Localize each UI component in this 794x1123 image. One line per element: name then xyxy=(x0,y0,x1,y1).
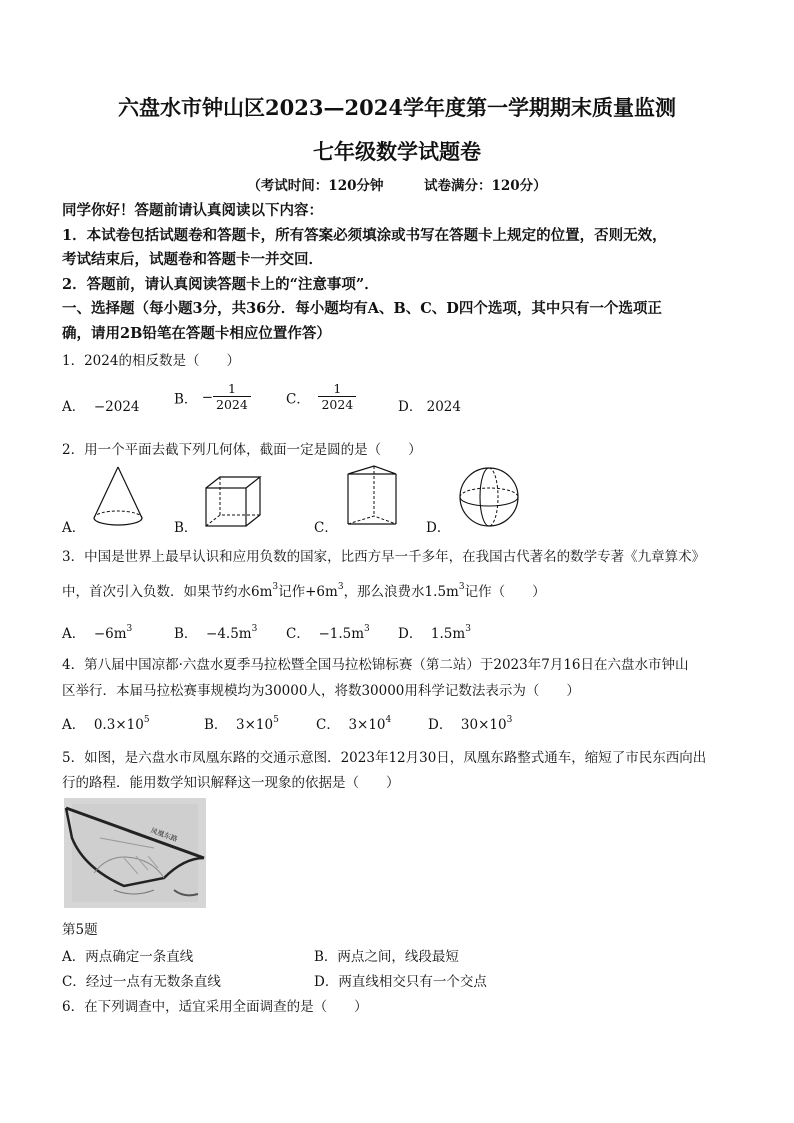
q1-option-d-label: D． xyxy=(398,399,423,415)
q3-text-part-3: ，那么浪费水1.5m xyxy=(343,584,459,600)
q1-option-b-numerator: 1 xyxy=(227,381,236,396)
q3-option-c-label: C． xyxy=(286,626,310,642)
triangular-prism-figure xyxy=(340,462,402,532)
q4-option-d-exp: 3 xyxy=(506,715,513,725)
q1-option-c-numerator: 1 xyxy=(333,381,342,396)
q1-option-c-fraction xyxy=(318,382,356,413)
q1-option-b-denominator: 2024 xyxy=(213,396,251,412)
traffic-map-drawing xyxy=(64,798,206,908)
q1-option-b-label: B． xyxy=(174,391,198,408)
q5-option-a: A．两点确定一条直线 xyxy=(62,949,194,965)
question-2-stem: 2．用一个平面去截下列几何体，截面一定是圆的是（ ） xyxy=(62,442,422,458)
q5-option-c: C．经过一点有无数条直线 xyxy=(62,974,221,990)
q1-option-b-sign: − xyxy=(201,389,214,406)
q5-option-d: D．两直线相交只有一个交点 xyxy=(314,974,487,990)
q5-option-b: B．两点之间，线段最短 xyxy=(314,949,459,965)
q1-option-b xyxy=(174,382,251,413)
exam-subtitle: 七年级数学试题卷 xyxy=(313,139,481,164)
traffic-map-figure xyxy=(64,798,206,908)
map-road-label: 凤凰东路 xyxy=(149,826,179,844)
q3-option-a-sup: 3 xyxy=(126,624,133,634)
q4-option-b-exp: 5 xyxy=(273,715,279,725)
question-4-stem-cont: 区举行．本届马拉松赛事规模均为30000人，将数30000用科学记数法表示为（ ） xyxy=(62,683,580,699)
question-3-stem: 3．中国是世界上最早认识和应用负数的国家，比西方早一千多年，在我国古代著名的数学专著《九章算术》 xyxy=(62,549,706,565)
q3-option-d-value: 1.5m xyxy=(430,626,466,642)
q3-text-part-1: 中，首次引入负数．如果节约水6m xyxy=(62,584,273,600)
q3-sup-3: 3 xyxy=(458,582,465,592)
instructions-item-1-cont: 考试结束后，试题卷和答题卡一并交回． xyxy=(62,251,323,268)
q1-option-c xyxy=(286,382,356,413)
q3-option-a-label: A． xyxy=(62,626,86,642)
q3-option-c-value: −1.5m xyxy=(318,626,365,642)
instructions-greeting: 同学你好！答题前请认真阅读以下内容： xyxy=(62,202,323,219)
q4-option-b xyxy=(204,713,279,733)
q3-option-c-sup: 3 xyxy=(364,624,370,634)
q3-text-part-4: 记作（ ） xyxy=(464,584,546,600)
q1-option-d-value: 2024 xyxy=(426,399,461,415)
section-1-heading-cont: 确，请用2B铅笔在答题卡相应位置作答） xyxy=(62,325,331,342)
q3-option-d xyxy=(398,622,471,642)
q3-option-b-value: −4.5m xyxy=(206,626,252,642)
q3-option-b-label: B． xyxy=(174,626,198,642)
sphere-figure xyxy=(456,464,522,530)
q3-option-d-sup: 3 xyxy=(465,624,471,634)
question-5-stem-cont: 行的路程．能用数学知识解释这一现象的依据是（ ） xyxy=(62,775,400,791)
question-3-stem-cont xyxy=(62,580,546,600)
question-6-stem: 6．在下列调查中，适宜采用全面调查的是（ ） xyxy=(62,999,368,1015)
q4-option-c-base: 3×10 xyxy=(348,717,386,733)
q3-option-a-value: −6m xyxy=(93,626,127,642)
q3-text-part-2: 记作+6m xyxy=(278,584,338,600)
q3-option-b-sup: 3 xyxy=(251,624,258,634)
q3-option-c xyxy=(286,622,370,642)
q3-sup-2: 3 xyxy=(337,582,344,592)
q4-option-a-label: A． xyxy=(62,717,86,733)
q1-option-d xyxy=(398,395,461,415)
question-5-stem: 5．如图，是六盘水市凤凰东路的交通示意图．2023年12月30日，凤凰东路整式通车，缩短了市民东西向出 xyxy=(62,750,707,766)
instructions-item-1: 1．本试卷包括试题卷和答题卡，所有答案必须填涂或书写在答题卡上规定的位置，否则无效， xyxy=(62,227,667,244)
q1-option-a xyxy=(62,395,140,415)
question-4-stem: 4．第八届中国凉都·六盘水夏季马拉松暨全国马拉松锦标赛（第二站）于2023年7月16日在六盘水市钟山 xyxy=(62,657,689,673)
exam-title: 六盘水市钟山区2023—2024学年度第一学期期末质量监测 xyxy=(118,95,676,120)
instructions-item-2: 2．答题前，请认真阅读答题卡上的“注意事项”． xyxy=(62,276,379,293)
q3-option-d-label: D． xyxy=(398,626,423,642)
q4-option-b-label: B． xyxy=(204,717,228,733)
q1-option-b-fraction xyxy=(213,382,251,413)
q4-option-c-label: C． xyxy=(316,717,340,733)
q1-option-c-label: C． xyxy=(286,391,310,408)
q4-option-b-base: 3×10 xyxy=(236,717,274,733)
q2-option-a-label: A． xyxy=(62,520,86,536)
q4-option-d-base: 30×10 xyxy=(460,717,507,733)
question-1-stem: 1．2024的相反数是（ ） xyxy=(62,353,240,369)
section-1-heading: 一、选择题（每小题3分，共36分．每小题均有A、B、C、D四个选项，其中只有一个选项正 xyxy=(62,300,662,317)
q2-option-c-label: C． xyxy=(314,520,338,536)
q1-option-a-label: A． xyxy=(62,399,86,415)
cube-figure xyxy=(202,474,264,530)
q4-option-a-base: 0.3×10 xyxy=(93,717,144,733)
q4-option-a xyxy=(62,713,150,733)
q2-option-d-label: D． xyxy=(426,520,451,536)
cone-figure xyxy=(88,464,148,530)
q4-option-c-exp: 4 xyxy=(385,715,392,725)
q3-option-b xyxy=(174,622,257,642)
q3-option-a xyxy=(62,622,132,642)
q3-sup-1: 3 xyxy=(272,582,279,592)
q4-option-d xyxy=(428,713,512,733)
figure-5-caption: 第5题 xyxy=(62,922,98,938)
q4-option-a-exp: 5 xyxy=(143,715,150,725)
exam-info: （考试时间：120分钟 试卷满分：120分） xyxy=(247,178,547,194)
q4-option-c xyxy=(316,713,391,733)
q4-option-d-label: D． xyxy=(428,717,453,733)
q1-option-a-value: −2024 xyxy=(93,399,140,415)
q2-option-b-label: B． xyxy=(174,520,198,536)
q1-option-c-denominator: 2024 xyxy=(318,396,356,412)
